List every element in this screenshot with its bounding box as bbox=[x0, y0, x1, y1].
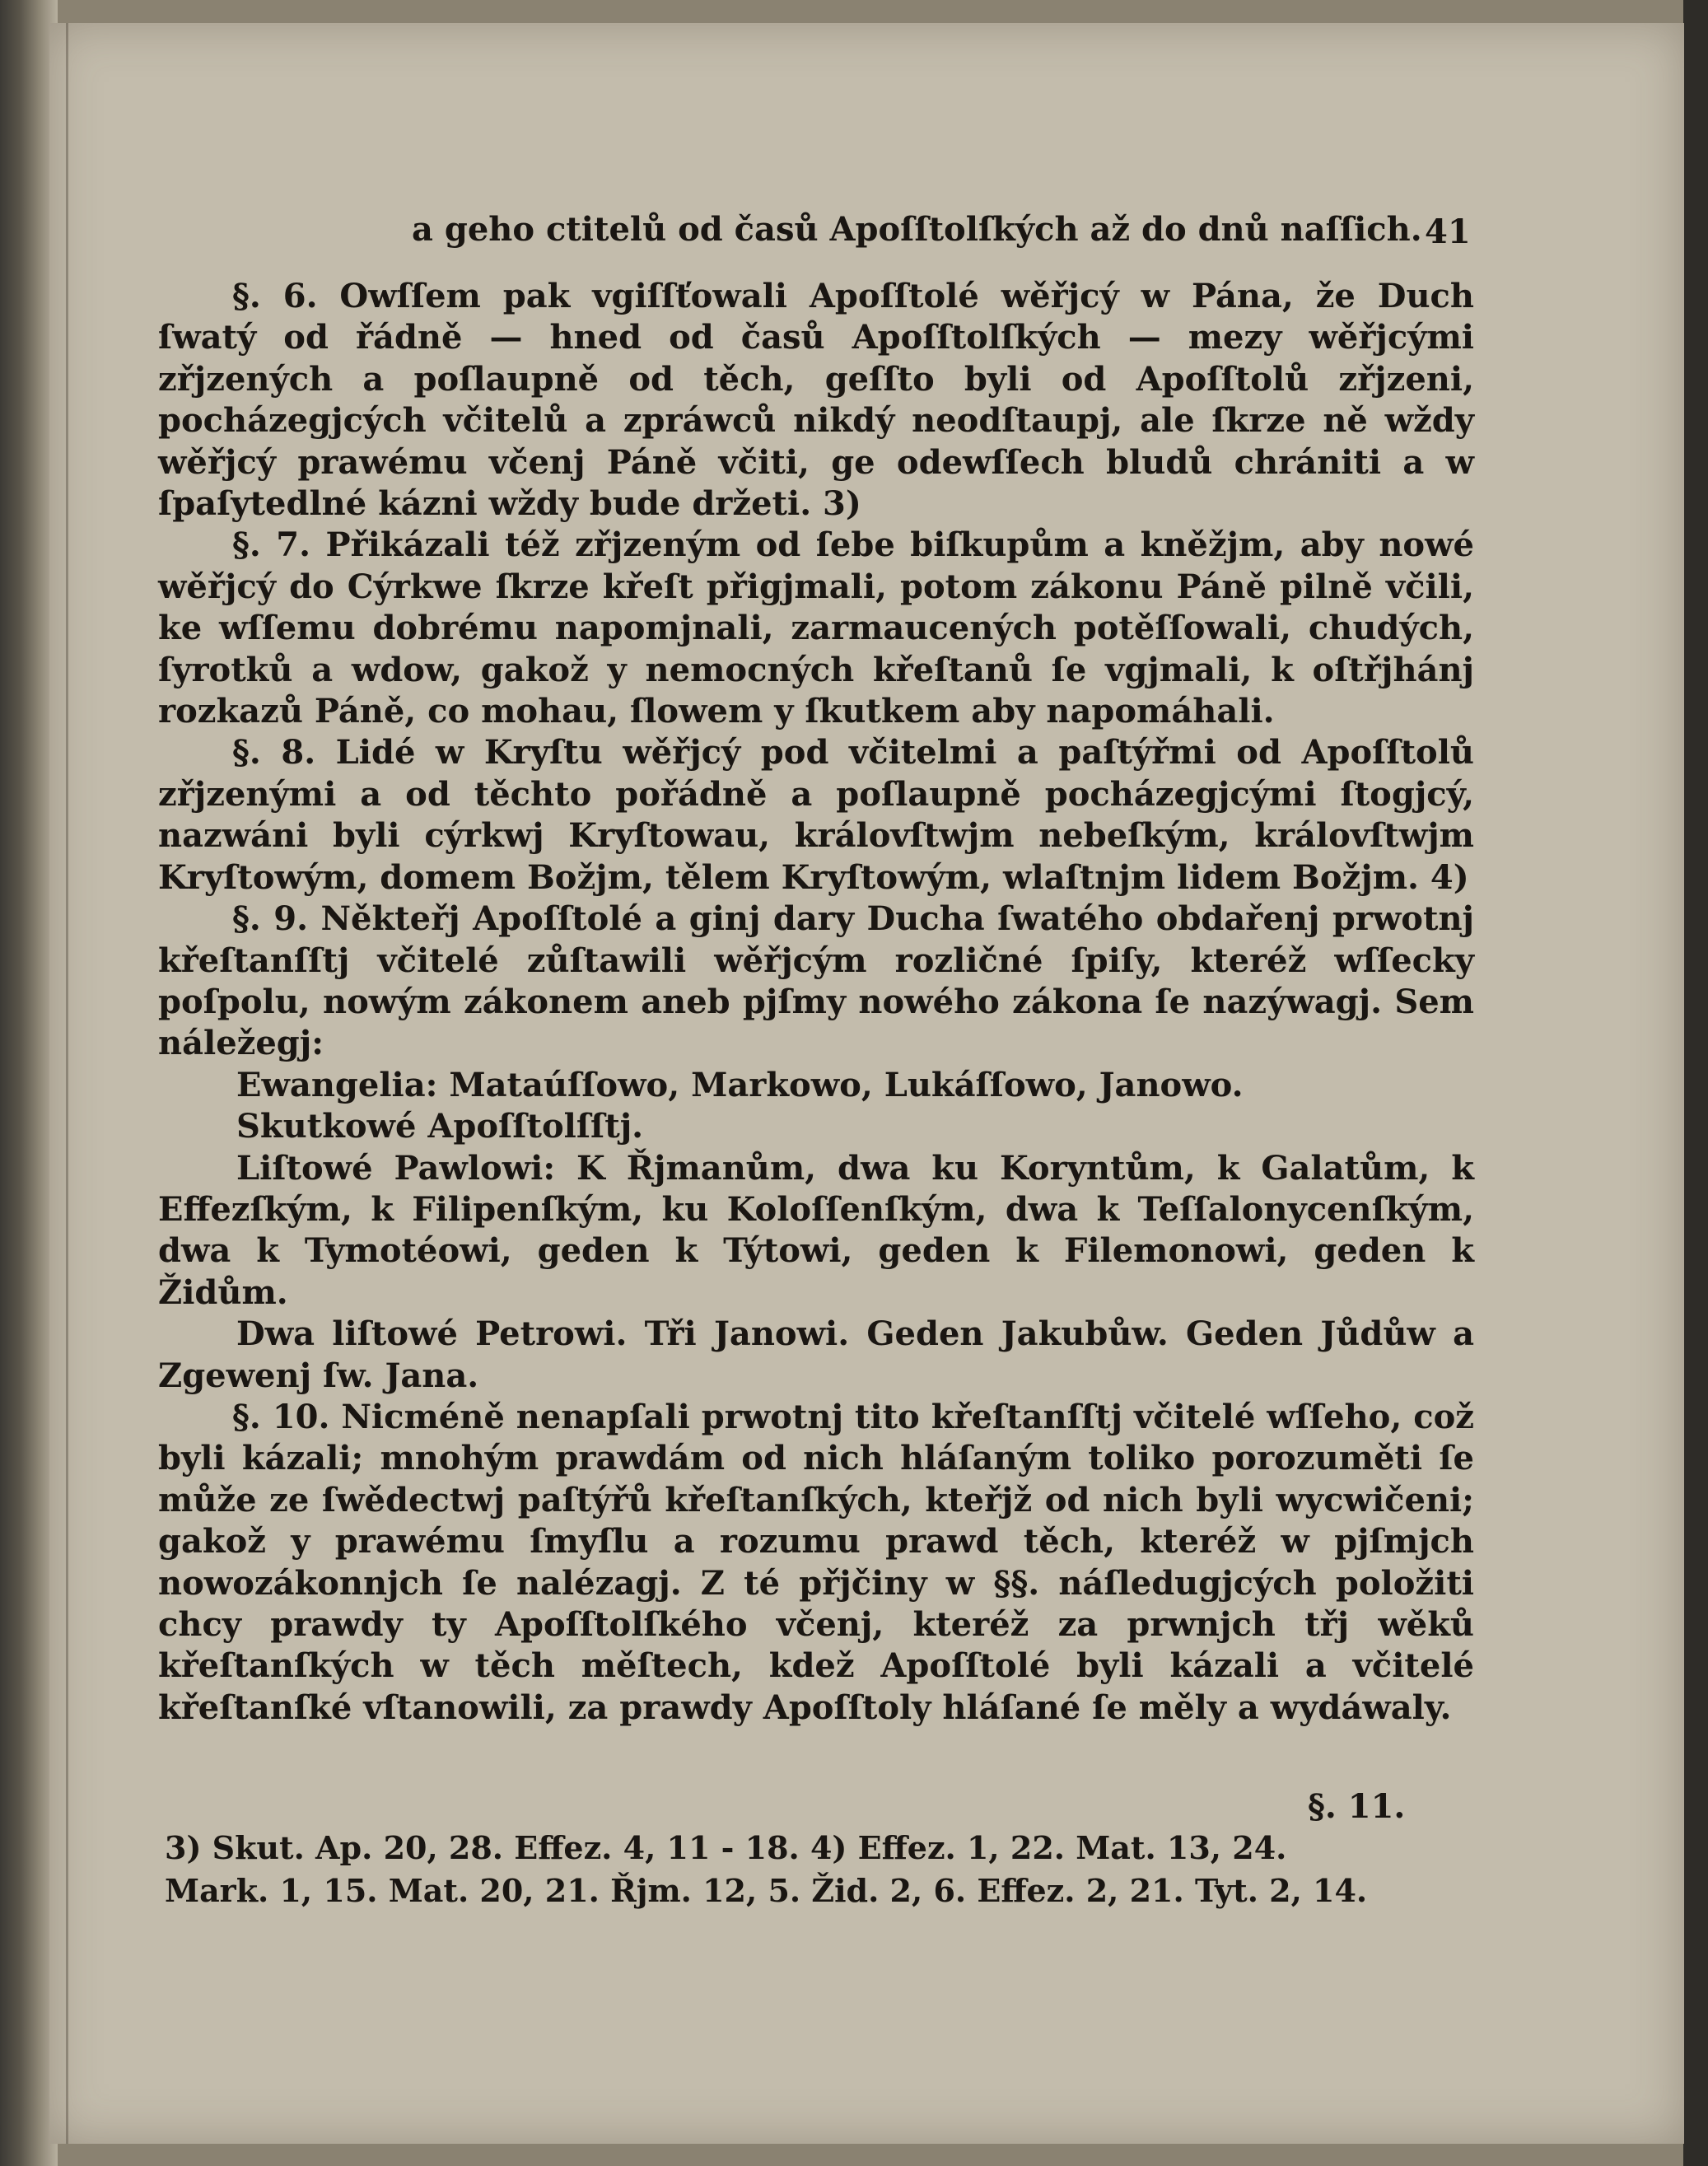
list-gospels: Ewangelia: Mataúſſowo, Markowo, Lukáſſowo, Janowo. bbox=[236, 1065, 1244, 1104]
scan-right-border bbox=[1683, 0, 1708, 2166]
paragraph-6: §. 6. Owſſem pak vgiſſťowali Apoſſtolé wěřjcý w Pána, že Duch ſwatý od řádně — hned od časů Apoſſtolſkých — mezy wěřjcými zřjzených a poſlaupně od těch, geſſto byli od Apoſſtolů zřjzeni, pocházegjcých včitelů a zpráwců nikdý neodſtaupj, ale ſkrze ně wždy wěřjcý prawému včenj Páně včiti, ge odewſſech bludů chrániti a w ſpaſytedlné kázni wždy bude držeti. 3) bbox=[158, 277, 1474, 524]
paragraph-9: §. 9. Někteřj Apoſſtolé a ginj dary Ducha ſwatého obdařenj prwotnj křeſtanſſtj včitelé zůſtawili wěřjcým rozličné ſpiſy, kteréž wſſecky poſpolu, nowým zákonem aneb pjſmy nowého zákona ſe nazýwagj. Sem náležegj: bbox=[158, 899, 1474, 1063]
paragraph-10: §. 10. Nicméně nenapſali prwotnj tito křeſtanſſtj včitelé wſſeho, což byli kázali; mnohým prawdám od nich hláſaným toliko porozuměti ſe může ze ſwědectwj paſtýřů křeſtanſkých, kteřjž od nich byli wycwičeni; gakož y prawému ſmyſlu a rozumu prawd těch, kteréž w pjſmjch nowozákonnjch ſe nalézagj. Z té přjčiny w §§. náſledugjcých položiti chcy prawdy ty Apoſſtolſkého včenj, kteréž za prwnjch třj wěků křeſtanſkých w těch měſtech, kdež Apoſſtolé byli kázali a včitelé křeſtanſké vſtanowili, za prawdy Apoſſtoly hláſané ſe měly a wydáwaly. bbox=[158, 1397, 1474, 1727]
running-head: a geho ctitelů od časů Apoſſtolſkých až do dnů naſſich. bbox=[412, 210, 1422, 249]
footnotes bbox=[165, 1827, 1466, 1912]
list-pauline-epistles: Liſtowé Pawlowi: K Řjmanům, dwa ku Koryntům, k Galatům, k Effezſkým, k Filipenſkým, ku Koloſſenſkým, dwa k Teſſalonycenſkým, dwa k Tymotéowi, geden k Týtowi, geden k Filemonowi, geden k Židům. bbox=[158, 1148, 1474, 1312]
list-acts: Skutkowé Apoſſtolſſtj. bbox=[236, 1107, 644, 1146]
footnote-line: Mark. 1, 15. Mat. 20, 21. Řjm. 12, 5. Žid. 2, 6. Effez. 2, 21. Tyt. 2, 14. bbox=[165, 1872, 1368, 1909]
paragraph-8: §. 8. Lidé w Kryſtu wěřjcý pod včitelmi a paſtýřmi od Apoſſtolů zřjzenými a od těchto pořádně a poſlaupně pocházegjcými ſtogjcý, nazwáni byli cýrkwj Kryſtowau, královſtwjm nebeſkým, královſtwjm Kryſtowým, domem Božjm, tělem Kryſtowým, wlaſtnjm lidem Božjm. 4) bbox=[158, 733, 1474, 897]
gutter-line bbox=[66, 23, 68, 2144]
footnote-line: 3) Skut. Ap. 20, 28. Effez. 4, 11 - 18. 4) Effez. 1, 22. Mat. 13, 24. bbox=[165, 1829, 1287, 1866]
list-general-epistles: Dwa liſtowé Petrowi. Tři Janowi. Geden Jakubůw. Geden Jůdůw a Zgewenj ſw. Jana. bbox=[158, 1314, 1474, 1395]
catchword: §. 11. bbox=[1308, 1787, 1406, 1826]
page-number: 41 bbox=[1425, 212, 1471, 251]
paragraph-7: §. 7. Přikázali též zřjzeným od ſebe biſkupům a kněžjm, aby nowé wěřjcý do Cýrkwe ſkrze křeſt přigjmali, potom zákonu Páně pilně včili, ke wſſemu dobrému napomjnali, zarmaucených potěſſowali, chudých, ſyrotků a wdow, gakož y nemocných křeſtanů ſe vgjmali, k oſtřjhánj rozkazů Páně, co mohau, ſlowem y ſkutkem aby napomáhali. bbox=[158, 525, 1474, 731]
body-text bbox=[158, 276, 1474, 1729]
